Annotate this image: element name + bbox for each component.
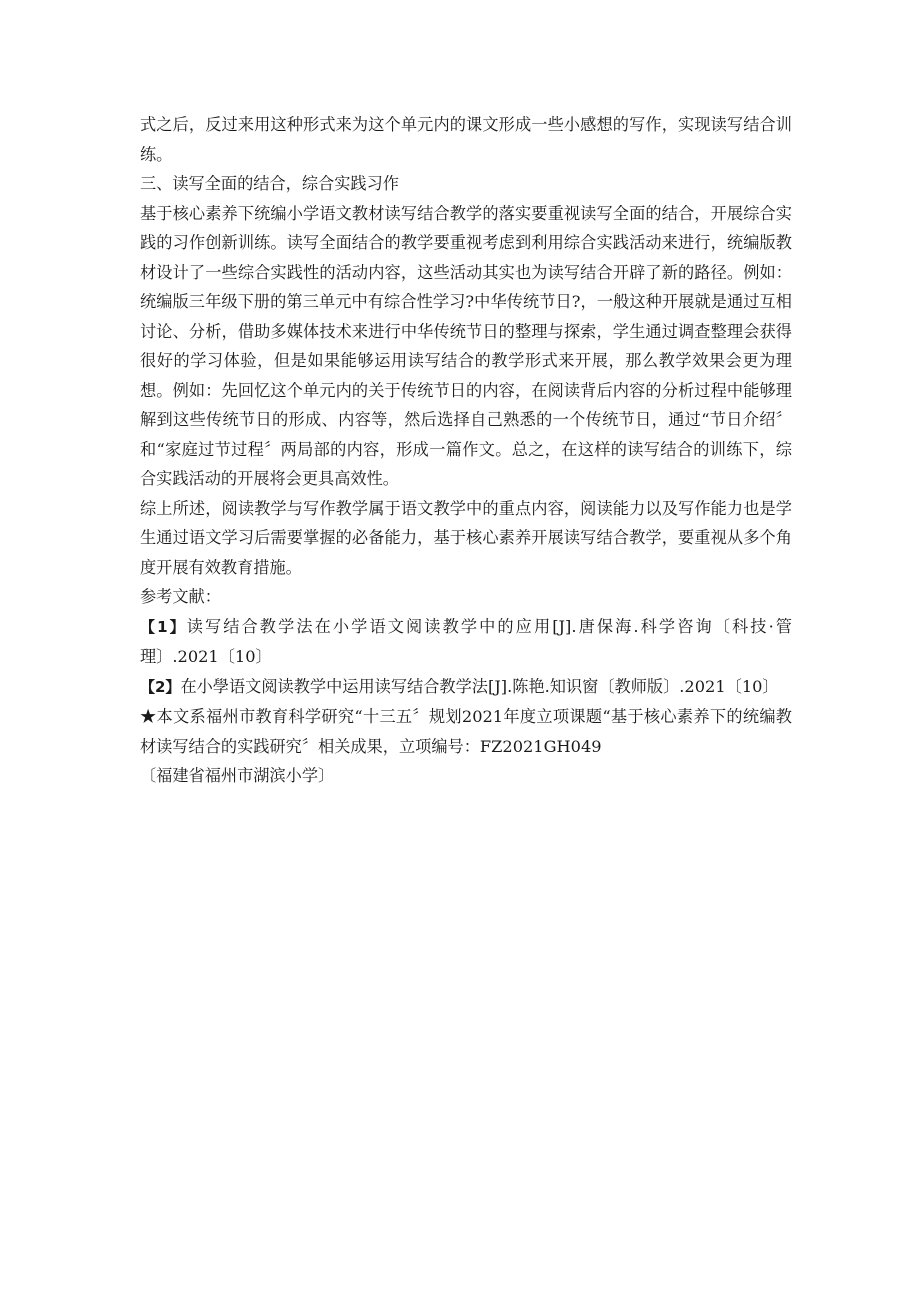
reference-number: 【1】: [140, 617, 187, 636]
reference-item: [140, 672, 792, 703]
paragraph-continuation: 式之后，反过来用这种形式来为这个单元内的课文形成一些小感想的写作，实现读写结合训练。: [140, 115, 792, 164]
references-heading: 参考文献：: [140, 587, 221, 606]
section-heading: 三、读写全面的结合，综合实践习作: [140, 174, 399, 193]
author-affiliation: 〔福建省福州市湖滨小学〕: [140, 766, 335, 785]
funding-note: ★本文系福州市教育科学研究“十三五〞规划2021年度立项课题“基于核心素养下的统编教材读写结合的实践研究〞相关成果，立项编号：FZ2021GH049: [140, 707, 792, 756]
section-paragraph: 基于核心素养下统编小学语文教材读写结合教学的落实要重视读写全面的结合，开展综合实践的习作创新训练。读写全面结合的教学要重视考虑到利用综合实践活动来进行，统编版教材设计了一些综合实践性的活动内容，这些活动其实也为读写结合开辟了新的路径。例如：统编版三年级下册的第三单元中有综合性学习?中华传统节日?，一般这种开展就是通过互相讨论、分析，借助多媒体技术来进行中华传统节日的整理与探索，学生通过调查整理会获得很好的学习体验，但是如果能够运用读写结合的教学形式来开展，那么教学效果会更为理想。例如：先回忆这个单元内的关于传统节日的内容，在阅读背后内容的分析过程中能够理解到这些传统节日的形成、内容等，然后选择自己熟悉的一个传统节日，通过“节日介绍〞和“家庭过节过程〞两局部的内容，形成一篇作文。总之，在这样的读写结合的训练下，综合实践活动的开展将会更具高效性。: [140, 203, 792, 488]
conclusion-paragraph: 综上所述，阅读教学与写作教学属于语文教学中的重点内容，阅读能力以及写作能力也是学生通过语文学习后需要掌握的必备能力，基于核心素养开展读写结合教学，要重视从多个角度开展有效教育措施。: [140, 498, 792, 577]
reference-number: 【2】: [140, 677, 181, 696]
document-body: [140, 110, 792, 791]
reference-item: [140, 612, 792, 672]
reference-text: 读写结合教学法在小学语文阅读教学中的应用[J].唐保海.科学咨询〔科技·管理〕.2021〔10〕: [140, 616, 792, 666]
reference-text: 在小學语文阅读教学中运用读写结合教学法[J].陈艳.知识窗〔教师版〕.2021〔10〕: [180, 676, 779, 696]
